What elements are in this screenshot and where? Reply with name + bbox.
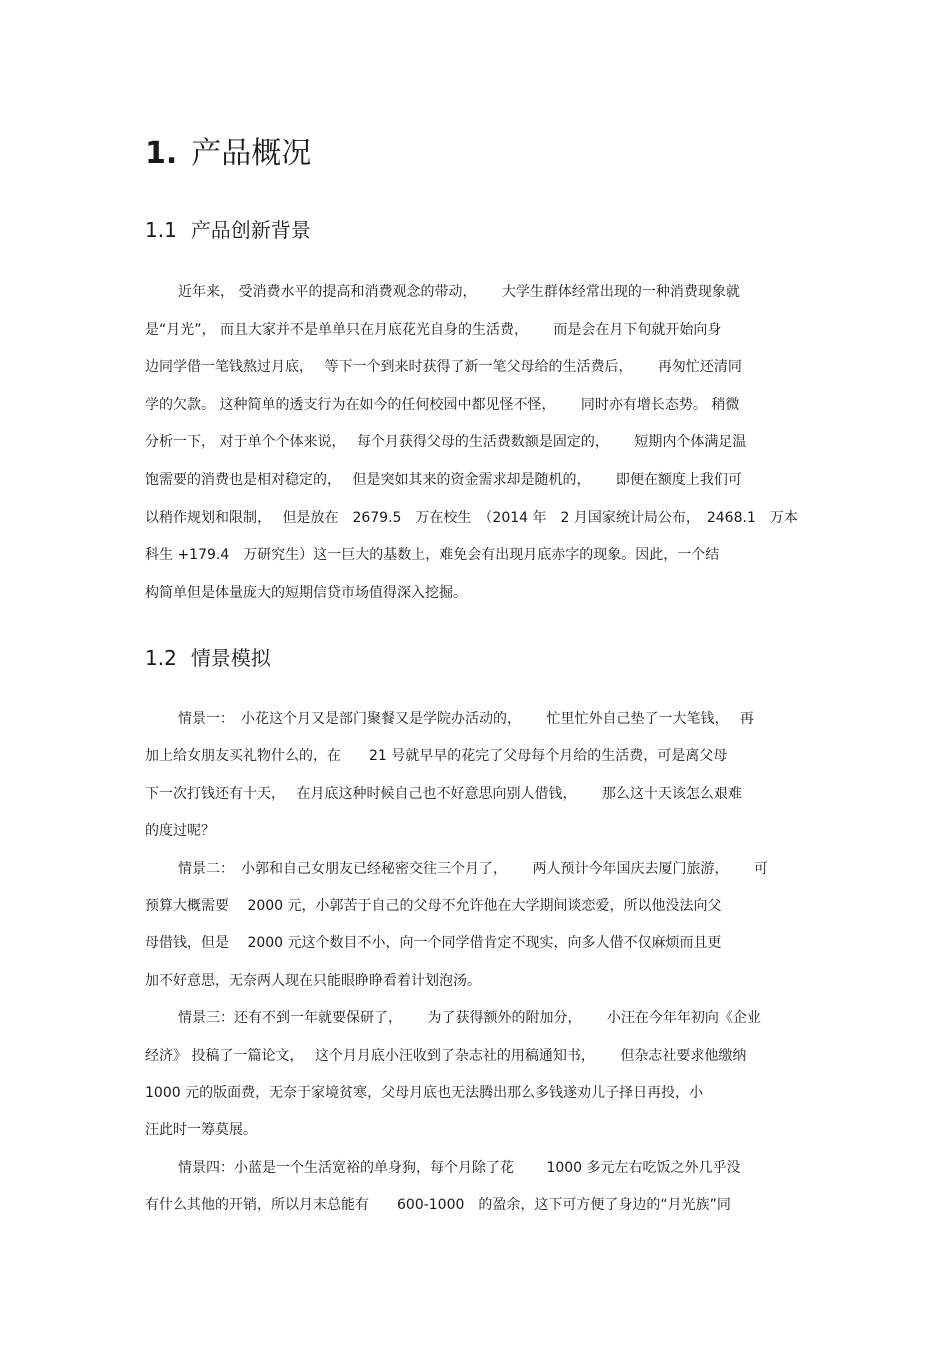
paragraph-line: 是“月光”， 而且大家并不是单单只在月底花光自身的生活费， 而是会在月下旬就开始向身 [145, 321, 722, 338]
scenario-line: 母借钱，但是 2000 元这个数目不小，向一个同学借肯定不现实，向多人借不仅麻烦而且更 [145, 935, 722, 952]
chapter-number: 1. [145, 136, 178, 171]
paragraph-line: 构简单但是体量庞大的短期信贷市场值得深入挖掘。 [145, 584, 467, 601]
scenario-line: 加上给女朋友买礼物什么的，在 21 号就早早的花完了父母每个月给的生活费，可是离父母 [145, 748, 728, 765]
chapter-heading [145, 134, 311, 174]
scenario-line: 预算大概需要 2000 元，小郭苦于自己的父母不允许他在大学期间谈恋爱，所以他没法向父 [145, 897, 722, 914]
scenario-line: 汪此时一筹莫展。 [145, 1122, 257, 1139]
scenario-line: 情景四：小蓝是一个生活宽裕的单身狗，每个月除了花 1000 多元左右吃饭之外几乎没 [178, 1159, 741, 1176]
scenario-line: 下一次打钱还有十天， 在月底这种时候自己也不好意思向别人借钱， 那么这十天该怎么艰难 [145, 785, 742, 802]
paragraph-line: 学的欠款。 这种简单的透支行为在如今的任何校园中都见怪不怪， 同时亦有增长态势。 稍微 [145, 396, 740, 413]
section-heading-1-2 [145, 644, 271, 672]
scenario-line: 情景二： 小郭和自己女朋友已经秘密交往三个月了， 两人预计今年国庆去厦门旅游， 可 [178, 860, 768, 877]
chapter-title: 产品概况 [191, 136, 312, 171]
scenario-line: 1000 元的版面费，无奈于家境贫寒，父母月底也无法腾出那么多钱遂劝儿子择日再投，小 [145, 1084, 704, 1101]
paragraph-line: 分析一下， 对于单个个体来说， 每个月获得父母的生活费数额是固定的， 短期内个体满足温 [145, 434, 747, 451]
scenario-paragraphs [145, 701, 815, 1224]
section-number: 1.1 [145, 218, 177, 242]
paragraph-line: 科生 +179.4 万研究生）这一巨大的基数上，难免会有出现月底赤字的现象。因此，一个结 [145, 547, 720, 564]
paragraph-line: 饱需要的消费也是相对稳定的， 但是突如其来的资金需求却是随机的， 即便在额度上我们可 [145, 471, 742, 488]
section-title: 情景模拟 [190, 646, 271, 670]
section-heading-1-1 [145, 216, 311, 244]
scenario-line: 加不好意思，无奈两人现在只能眼睁睁看着计划泡汤。 [145, 972, 481, 989]
scenario-line: 经济》 投稿了一篇论文， 这个月月底小汪收到了杂志社的用稿通知书， 但杂志社要求他缴纳 [145, 1047, 747, 1064]
paragraph-line: 边同学借一笔钱熬过月底， 等下一个到来时获得了新一笔父母给的生活费后， 再匆忙还清同 [145, 359, 742, 376]
scenario-line: 的度过呢？ [145, 823, 215, 840]
scenario-line: 情景一： 小花这个月又是部门聚餐又是学院办活动的， 忙里忙外自己垫了一大笔钱， 再 [178, 711, 754, 727]
background-paragraph [145, 274, 815, 612]
scenario-line: 情景三：还有不到一年就要保研了， 为了获得额外的附加分， 小汪在今年年初向《企业 [178, 1010, 761, 1027]
scenario-line: 有什么其他的开销，所以月末总能有 600-1000 的盈余，这下可方便了身边的“月光族”同 [145, 1197, 731, 1214]
paragraph-line: 以稍作规划和限制， 但是放在 2679.5 万在校生 （2014 年 2 月国家统计局公布， 2468.1 万本 [145, 509, 798, 526]
section-title: 产品创新背景 [190, 218, 311, 242]
section-number: 1.2 [145, 646, 177, 670]
paragraph-line: 近年来， 受消费水平的提高和消费观念的带动， 大学生群体经常出现的一种消费现象就 [178, 284, 740, 300]
